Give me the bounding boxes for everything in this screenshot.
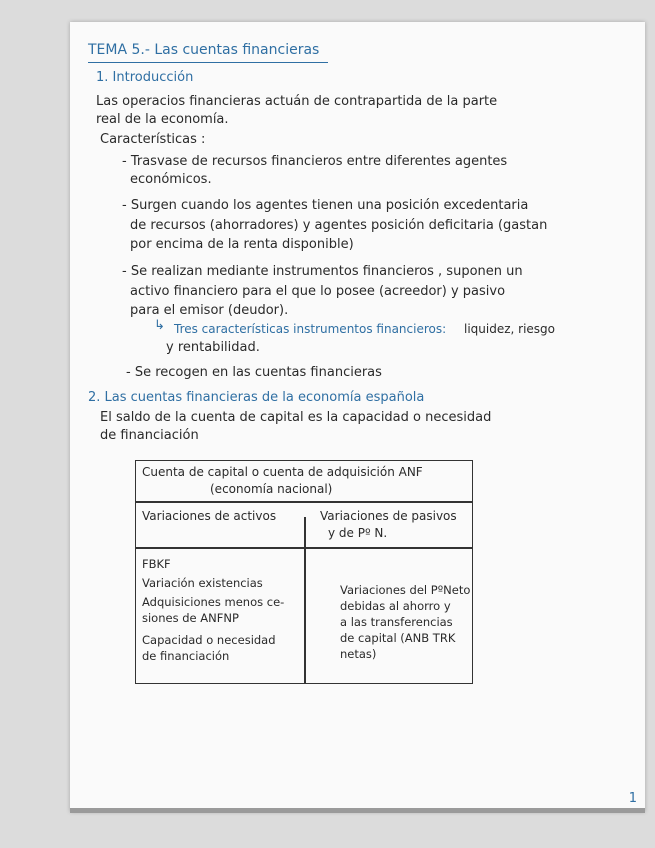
left-item: FBKF: [142, 557, 171, 571]
page-number: 1: [628, 791, 637, 806]
table-title-line1: Cuenta de capital o cuenta de adquisición ANF: [142, 465, 423, 479]
left-item: de financiación: [142, 649, 230, 663]
bullet1-line1: - Trasvase de recursos financieros entre diferentes agentes: [122, 154, 508, 169]
bullet4: - Se recogen en las cuentas financieras: [126, 365, 382, 380]
section1-heading: 1. Introducción: [96, 70, 194, 85]
right-item: Variaciones del PºNeto: [340, 583, 471, 597]
table-title-line2: (economía nacional): [210, 482, 333, 496]
left-item: Capacidad o necesidad: [142, 633, 276, 647]
bullet3-line2: activo financiero para el que lo posee (acreedor) y pasivo: [130, 284, 506, 299]
table-col-left-header: Variaciones de activos: [142, 509, 277, 523]
characteristics-label: Características :: [100, 132, 206, 147]
page-title: TEMA 5.- Las cuentas financieras: [88, 42, 320, 58]
left-item: siones de ANFNP: [142, 611, 239, 625]
left-item: Adquisiciones menos ce-: [142, 595, 285, 609]
title-underline: [88, 62, 328, 63]
right-item: de capital (ANB TRK: [340, 631, 456, 645]
table-col-right-header-2: y de Pº N.: [328, 526, 388, 540]
table-divider-1: [136, 501, 472, 503]
section2-heading: 2. Las cuentas financieras de la economía española: [88, 390, 425, 405]
section2-line1: El saldo de la cuenta de capital es la capacidad o necesidad: [100, 410, 492, 425]
bullet3-line1: - Se realizan mediante instrumentos financieros , suponen un: [122, 264, 523, 279]
right-item: netas): [340, 647, 377, 661]
bullet2-line2: de recursos (ahorradores) y agentes posición deficitaria (gastan: [130, 218, 548, 233]
capital-account-table: [135, 460, 473, 684]
bullet2-line3: por encima de la renta disponible): [130, 237, 354, 252]
arrow-icon: ↳: [154, 318, 165, 333]
note-line2: y rentabilidad.: [166, 340, 260, 355]
bullet1-line2: económicos.: [130, 172, 212, 187]
right-item: debidas al ahorro y: [340, 599, 451, 613]
notebook-page: [70, 22, 645, 812]
note-line1: Tres características instrumentos financieros:: [174, 322, 447, 336]
intro-line-1: Las operacios financieras actuán de contrapartida de la parte: [96, 94, 498, 109]
table-column-divider: [304, 517, 306, 683]
table-col-right-header-1: Variaciones de pasivos: [320, 509, 457, 523]
page-bottom-edge: [70, 808, 645, 813]
left-item: Variación existencias: [142, 576, 263, 590]
section2-line2: de financiación: [100, 428, 199, 443]
bullet3-line3: para el emisor (deudor).: [130, 303, 289, 318]
note-line1b: liquidez, riesgo: [464, 322, 556, 336]
intro-line-2: real de la economía.: [96, 112, 229, 127]
right-item: a las transferencias: [340, 615, 453, 629]
bullet2-line1: - Surgen cuando los agentes tienen una posición excedentaria: [122, 198, 529, 213]
